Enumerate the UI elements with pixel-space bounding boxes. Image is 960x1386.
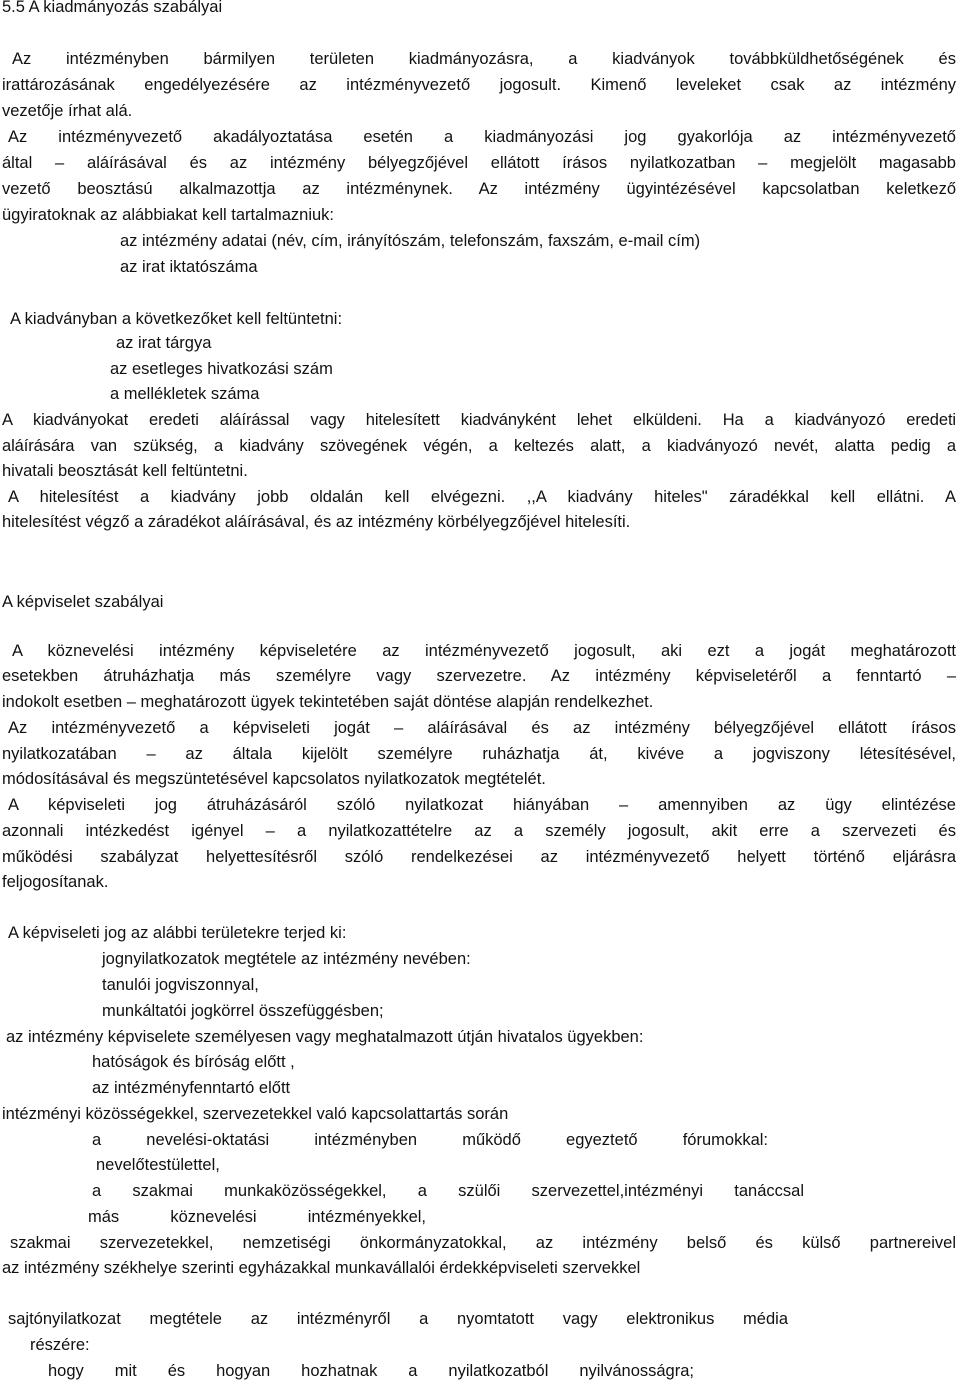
list-item: nevelőtestülettel, bbox=[96, 1156, 220, 1174]
paragraph-line: részére: bbox=[30, 1336, 90, 1354]
paragraph-line: A köznevelési intézmény képviseletére az intézményvezető jogosult, aki ezt a jogát meghatározott bbox=[12, 642, 956, 660]
paragraph-line: hogy mit és hogyan hozhatnak a nyilatkozatból nyilvánosságra; bbox=[48, 1362, 694, 1380]
paragraph-line: módosításával és megszüntetésével kapcsolatos nyilatkozatok megtételét. bbox=[2, 770, 546, 788]
paragraph-line: az intézmény képviselete személyesen vagy meghatalmazott útján hivatalos ügyekben: bbox=[6, 1028, 644, 1046]
paragraph-line: működési szabályzat helyettesítésről szóló rendelkezései az intézményvezető helyett történő eljárásra bbox=[2, 848, 956, 866]
paragraph-line: Az intézményben bármilyen területen kiadmányozásra, a kiadványok továbbküldhetőségének és bbox=[12, 50, 956, 68]
paragraph-line: hivatali beosztását kell feltüntetni. bbox=[2, 462, 248, 480]
paragraph-line: irattározásának engedélyezésére az intézményvezető jogosult. Kimenő leveleket csak az intézmény bbox=[2, 76, 956, 94]
list-item: jognyilatkozatok megtétele az intézmény nevében: bbox=[102, 950, 471, 968]
list-item: a nevelési-oktatási intézményben működő egyeztető fórumokkal: bbox=[92, 1131, 768, 1149]
paragraph-line: sajtónyilatkozat megtétele az intézményről a nyomtatott vagy elektronikus média bbox=[8, 1310, 788, 1328]
paragraph-line: A kiadványokat eredeti aláírással vagy hitelesített kiadványként lehet elküldeni. Ha a kiadványozó eredeti bbox=[2, 411, 956, 429]
paragraph-line: A képviseleti jog átruházásáról szóló nyilatkozat hiányában – amennyiben az ügy elintézése bbox=[8, 796, 956, 814]
paragraph-line: szakmai szervezetekkel, nemzetiségi önkormányzatokkal, az intézmény belső és külső partnereivel bbox=[10, 1234, 956, 1252]
paragraph-line: intézményi közösségekkel, szervezetekkel való kapcsolattartás során bbox=[2, 1105, 509, 1123]
list-item: más köznevelési intézményekkel, bbox=[88, 1208, 426, 1226]
section-heading-kepviselet: A képviselet szabályai bbox=[2, 593, 164, 611]
section-heading-kiadmanyozas: 5.5 A kiadmányozás szabályai bbox=[2, 0, 223, 16]
list-item: a szakmai munkaközösségekkel, a szülői szervezettel,intézményi tanáccsal bbox=[92, 1182, 804, 1200]
paragraph-line: A hitelesítést a kiadvány jobb oldalán kell elvégezni. ,,A kiadvány hiteles" záradékkal kell ellátni. A bbox=[8, 488, 956, 506]
paragraph-line: A képviseleti jog az alábbi területekre terjed ki: bbox=[8, 924, 347, 942]
list-item: tanulói jogviszonnyal, bbox=[102, 976, 259, 994]
paragraph-line: ügyiratoknak az alábbiakat kell tartalmazniuk: bbox=[2, 206, 335, 224]
paragraph-line: hitelesítést végző a záradékot aláírásával, és az intézmény körbélyegzőjével hitelesíti. bbox=[2, 513, 631, 531]
paragraph-line: vezető beosztású alkalmazottja az intézménynek. Az intézmény ügyintézésével kapcsolatban keletkező bbox=[2, 180, 956, 198]
paragraph-line: vezetője írhat alá. bbox=[2, 102, 133, 120]
list-item: hatóságok és bíróság előtt , bbox=[92, 1053, 295, 1071]
paragraph-line: azonnali intézkedést igényel – a nyilatkozattételre az a személy jogosult, akit erre a szervezeti és bbox=[2, 822, 956, 840]
list-item: az irat tárgya bbox=[116, 334, 212, 352]
paragraph-line: esetekben átruházhatja más személyre vagy szervezetre. Az intézmény képviseletéről a fenntartó – bbox=[2, 667, 956, 685]
paragraph-line: indokolt esetben – meghatározott ügyek tekintetében saját döntése alapján rendelkezhet. bbox=[2, 693, 654, 711]
paragraph-line: aláírására van szükség, a kiadvány szövegének végén, a keltezés alatt, a kiadványozó nevét, alatta pedig a bbox=[2, 437, 956, 455]
paragraph-line: az intézmény székhelye szerinti egyházakkal munkavállalói érdekképviseleti szervekkel bbox=[2, 1259, 641, 1277]
paragraph-line: feljogosítanak. bbox=[2, 873, 109, 891]
list-item: az esetleges hivatkozási szám bbox=[110, 360, 333, 378]
paragraph-line: Az intézményvezető a képviseleti jogát – aláírásával és az intézmény bélyegzőjével ellátott írásos bbox=[8, 719, 956, 737]
paragraph-line: nyilatkozatában – az általa kijelölt személyre ruházhatja át, kivéve a jogviszony létesítésével, bbox=[2, 745, 956, 763]
paragraph-line: A kiadványban a következőket kell feltüntetni: bbox=[10, 310, 343, 328]
list-item: munkáltatói jogkörrel összefüggésben; bbox=[102, 1002, 384, 1020]
list-item: az intézményfenntartó előtt bbox=[92, 1079, 291, 1097]
list-item: az intézmény adatai (név, cím, irányítószám, telefonszám, faxszám, e-mail cím) bbox=[120, 232, 701, 250]
paragraph-line: által – aláírásával és az intézmény bélyegzőjével ellátott írásos nyilatkozatban – megjelölt magasabb bbox=[2, 154, 956, 172]
paragraph-line: Az intézményvezető akadályoztatása esetén a kiadmányozási jog gyakorlója az intézményvezető bbox=[8, 128, 956, 146]
list-item: az irat iktatószáma bbox=[120, 258, 258, 276]
list-item: a mellékletek száma bbox=[110, 385, 260, 403]
